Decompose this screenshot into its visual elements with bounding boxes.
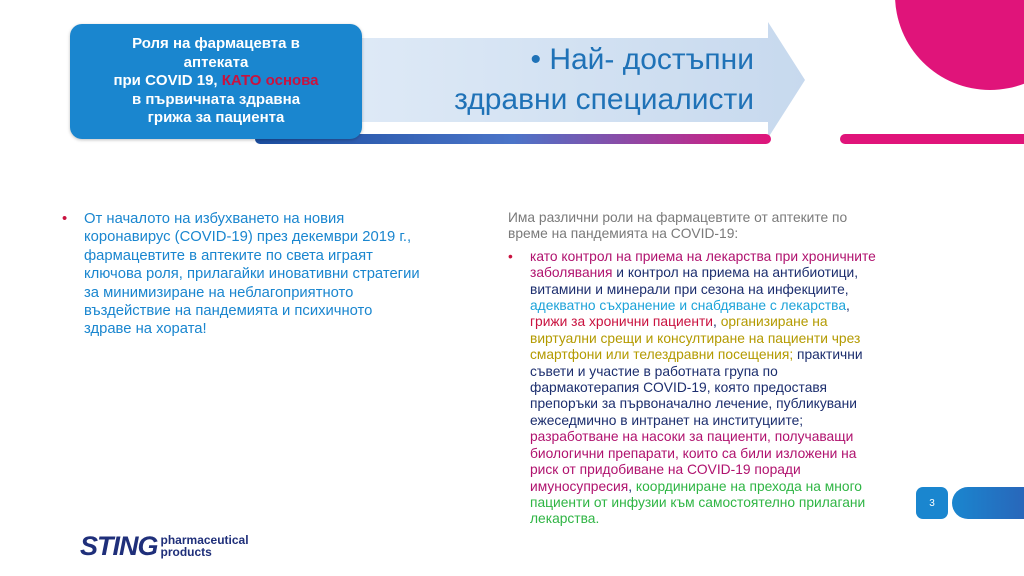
role-segment: практични съвети и участие в работната група по фармакотерапия COVID-19, която предоставя препоръки за първоначално лечение, публикувани ежеседмично в интранет на институциите [530,347,863,428]
title-line [70,72,362,91]
banner-line-1-text: Най- достъпни [549,43,754,76]
bullet-marker: • [62,211,68,227]
banner-bullet: • [530,43,541,76]
title-line: в първичната здравна [131,90,301,108]
role-segment: разработване на насоки за пациенти, получаващи биологични препарати, които са били изложени на риск от придобиване на COVID-19 поради имуносупресия [530,429,857,494]
title-line: Роля на фармацевта в [132,35,300,53]
left-bullet-list [62,210,422,339]
banner-line-1 [370,40,754,80]
role-segment: адекватно съхранение и снабдяване с лекарства [530,298,847,314]
right-column [508,210,878,528]
role-segment: ; [799,412,804,428]
logo-subtitle [161,534,249,558]
right-bullet-item [508,249,878,528]
left-paragraph: От началото на избухването на новия коронавирус (COVID-19) през декември 2019 г., фармацевтите в аптеките по света играят ключова роля, прилагайки иновативни стратегии за минимизиране на неблагоприятното въздействие на пандемията и психичното здраве на хората! [84,211,420,338]
role-segment: контрол на приема на антибиотици, витамини и минерали при сезона на инфекциите [530,265,859,297]
roles-paragraph [530,249,876,527]
page-number: 3 [916,487,948,519]
role-segment: координиране на прехода на много пациенти от инфузии към самостоятелно прилагани лекарства. [530,478,866,527]
role-segment: , [713,314,721,330]
title-line-pre: при COVID 19, [113,72,222,90]
role-segment: грижи за хронични пациенти [530,314,714,330]
logo-wordmark: STING [80,530,158,561]
right-intro: Има различни роли на фармацевтите от аптеките по време на пандемията на COVID-19: [508,210,848,242]
logo-subtitle-line-2: products [160,545,212,559]
bottom-right-pill [952,487,1024,519]
title-line: грижа за пациента [147,109,285,127]
bullet-marker: • [508,248,513,264]
role-segment: , [844,281,849,297]
slide-title-box [70,24,362,139]
logo-subtitle-line-1: pharmaceutical [160,533,249,547]
list-item [62,210,422,339]
role-segment: , [846,298,850,314]
role-segment: и [612,265,628,281]
banner-line-2: здравни специалисти [454,83,754,116]
magenta-circle-decoration [895,0,1024,90]
right-gradient-band [840,134,1024,144]
role-segment: организиране на виртуални срещи и консултиране на пациенти чрез смартфони или телездравни посещения; [530,314,861,363]
company-logo [80,526,249,566]
title-accent: КАТО основа [221,72,319,90]
role-segment: , [628,478,636,494]
banner-heading [370,40,754,120]
title-line: аптеката [183,53,249,71]
role-segment: като контрол на приема на лекарства при хроничните заболявания [530,248,876,281]
